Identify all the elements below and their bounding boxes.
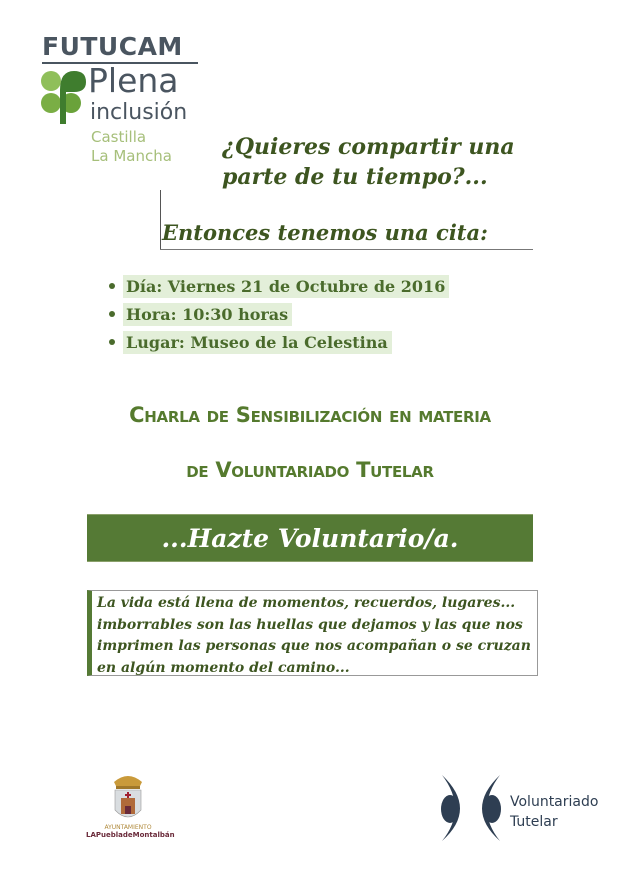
event-details-list xyxy=(106,272,449,356)
ayuntamiento-label: AYUNTAMIENTO xyxy=(104,824,152,831)
detail-day: Día: Viernes 21 de Octubre de 2016 xyxy=(106,272,449,300)
region-line-1: Castilla xyxy=(91,128,147,146)
bullet-icon xyxy=(109,311,115,317)
plena-logo-text: Plena xyxy=(88,61,179,100)
region-line-2: La Mancha xyxy=(91,147,172,165)
futucam-logo-text: FUTUCAM xyxy=(42,32,183,61)
cita-heading: Entonces tenemos una cita: xyxy=(162,220,488,245)
voluntariado-logo-text xyxy=(510,792,598,832)
cita-underline xyxy=(160,249,533,250)
bullet-icon xyxy=(109,339,115,345)
region-logo-text xyxy=(91,128,172,166)
voluntariado-tutelar-icon xyxy=(438,773,504,843)
vt-line-2: Tutelar xyxy=(510,814,558,830)
volunteer-banner: ...Hazte Voluntario/a. xyxy=(87,514,533,562)
charla-title-line-1: Charla de Sensibilización en materia xyxy=(129,403,491,427)
clover-icon xyxy=(38,68,88,124)
municipio-label: LAPuebladeMontalbán xyxy=(86,831,175,839)
detail-place: Lugar: Museo de la Celestina xyxy=(106,328,449,356)
quote-box: La vida está llena de momentos, recuerdos, lugares... imborrables son las huellas que dejamos y las que nos imprimen las personas que nos acompañan o se cruzan en algún momento del camino... xyxy=(87,590,538,676)
vertical-rule xyxy=(160,190,161,250)
question-heading: ¿Quieres compartir una parte de tu tiempo?... xyxy=(222,134,515,190)
charla-title-line-2: de Voluntariado Tutelar xyxy=(186,458,434,482)
coat-of-arms-icon xyxy=(110,772,146,824)
vt-line-1: Voluntariado xyxy=(510,794,599,810)
bullet-icon xyxy=(109,283,115,289)
inclusion-logo-text: inclusión xyxy=(90,100,188,125)
detail-time: Hora: 10:30 horas xyxy=(106,300,449,328)
